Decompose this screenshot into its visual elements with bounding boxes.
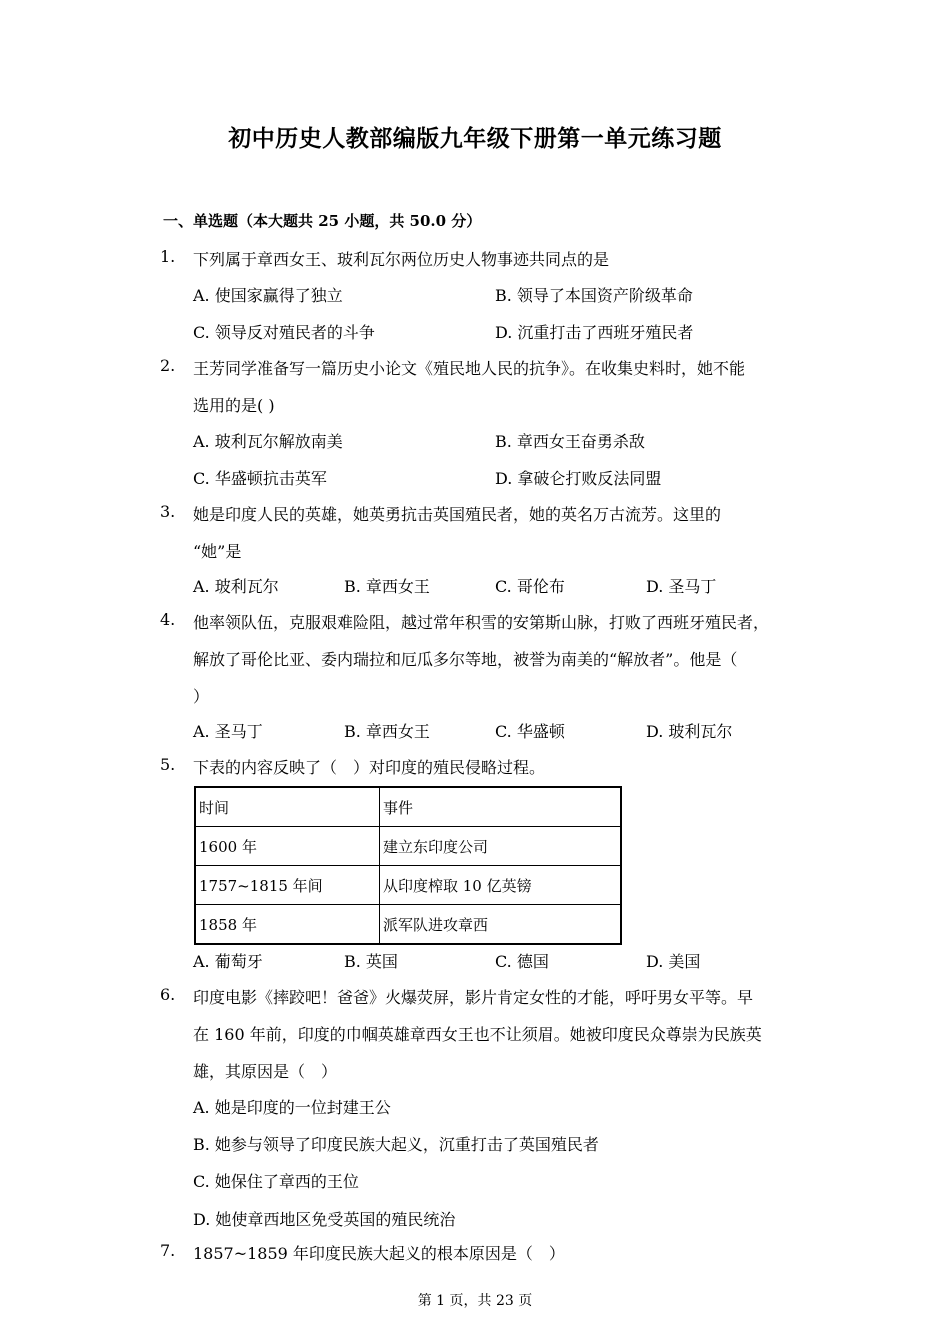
option-d: D. 沉重打击了西班牙殖民者 bbox=[495, 323, 694, 342]
option-a: A. 圣马丁 bbox=[193, 722, 263, 741]
table-row bbox=[195, 827, 621, 866]
option-c: C. 德国 bbox=[495, 952, 549, 971]
question-text: 下列属于章西女王、玻利瓦尔两位历史人物事迹共同点的是 bbox=[193, 250, 610, 269]
option-c: C. 哥伦布 bbox=[495, 577, 565, 596]
question-number: 1. bbox=[160, 247, 176, 266]
option-b: B. 她参与领导了印度民族大起义，沉重打击了英国殖民者 bbox=[193, 1135, 599, 1154]
question-number: 6. bbox=[160, 985, 176, 1004]
option-c: C. 领导反对殖民者的斗争 bbox=[193, 323, 375, 342]
question-number: 4. bbox=[160, 610, 176, 629]
option-d: D. 玻利瓦尔 bbox=[646, 722, 733, 741]
question-text: 解放了哥伦比亚、委内瑞拉和厄瓜多尔等地，被誉为南美的“解放者”。他是（ bbox=[193, 650, 738, 669]
table-cell: 建立东印度公司 bbox=[380, 827, 622, 866]
table-header-cell: 事件 bbox=[380, 787, 622, 827]
question-text: 雄，其原因是（ ） bbox=[193, 1062, 338, 1081]
option-b: B. 章西女王 bbox=[344, 577, 430, 596]
table-header-cell: 时间 bbox=[195, 787, 380, 827]
option-d: D. 圣马丁 bbox=[646, 577, 717, 596]
option-c: C. 华盛顿 bbox=[495, 722, 565, 741]
question-number: 7. bbox=[160, 1241, 176, 1260]
table-cell: 从印度榨取 10 亿英镑 bbox=[380, 866, 622, 905]
question-text: 印度电影《摔跤吧！爸爸》火爆荧屏，影片肯定女性的才能，呼吁男女平等。早 bbox=[193, 988, 754, 1007]
question-text: ） bbox=[193, 687, 210, 706]
table-cell: 1757~1815 年间 bbox=[195, 866, 380, 905]
section-heading: 一、单选题（本大题共 25 小题，共 50.0 分） bbox=[163, 212, 482, 230]
page-footer: 第 1 页，共 23 页 bbox=[417, 1293, 533, 1309]
question-number: 5. bbox=[160, 755, 176, 774]
data-table bbox=[194, 786, 622, 945]
question-text: 选用的是( ) bbox=[193, 396, 275, 415]
question-text: 1857~1859 年印度民族大起义的根本原因是（ ） bbox=[193, 1244, 565, 1263]
option-a: A. 玻利瓦尔 bbox=[193, 577, 279, 596]
option-d: D. 她使章西地区免受英国的殖民统治 bbox=[193, 1210, 456, 1229]
question-text: 在 160 年前，印度的巾帼英雄章西女王也不让须眉。她被印度民众尊崇为民族英 bbox=[193, 1025, 762, 1044]
option-a: A. 葡萄牙 bbox=[193, 952, 263, 971]
table-cell: 1600 年 bbox=[195, 827, 380, 866]
table-cell: 1858 年 bbox=[195, 905, 380, 945]
question-number: 3. bbox=[160, 502, 176, 521]
question-text: “她”是 bbox=[193, 542, 242, 561]
option-d: D. 拿破仑打败反法同盟 bbox=[495, 469, 662, 488]
option-b: B. 领导了本国资产阶级革命 bbox=[495, 286, 693, 305]
option-b: B. 英国 bbox=[344, 952, 398, 971]
question-text: 他率领队伍，克服艰难险阻，越过常年积雪的安第斯山脉，打败了西班牙殖民者， bbox=[193, 613, 770, 632]
question-number: 2. bbox=[160, 356, 176, 375]
page-title: 初中历史人教部编版九年级下册第一单元练习题 bbox=[228, 125, 722, 152]
option-c: C. 她保住了章西的王位 bbox=[193, 1172, 359, 1191]
option-c: C. 华盛顿抗击英军 bbox=[193, 469, 327, 488]
option-a: A. 她是印度的一位封建王公 bbox=[193, 1098, 391, 1117]
table-row bbox=[195, 866, 621, 905]
option-a: A. 使国家赢得了独立 bbox=[193, 286, 343, 305]
question-text: 王芳同学准备写一篇历史小论文《殖民地人民的抗争》。在收集史料时，她不能 bbox=[193, 359, 746, 378]
option-b: B. 章西女王 bbox=[344, 722, 430, 741]
table-cell: 派军队进攻章西 bbox=[380, 905, 622, 945]
question-text: 下表的内容反映了（ ）对印度的殖民侵略过程。 bbox=[193, 758, 546, 777]
table-header-row bbox=[195, 787, 621, 827]
option-a: A. 玻利瓦尔解放南美 bbox=[193, 432, 343, 451]
table-row bbox=[195, 905, 621, 945]
option-b: B. 章西女王奋勇杀敌 bbox=[495, 432, 645, 451]
option-d: D. 美国 bbox=[646, 952, 701, 971]
question-text: 她是印度人民的英雄，她英勇抗击英国殖民者，她的英名万古流芳。这里的 bbox=[193, 505, 722, 524]
